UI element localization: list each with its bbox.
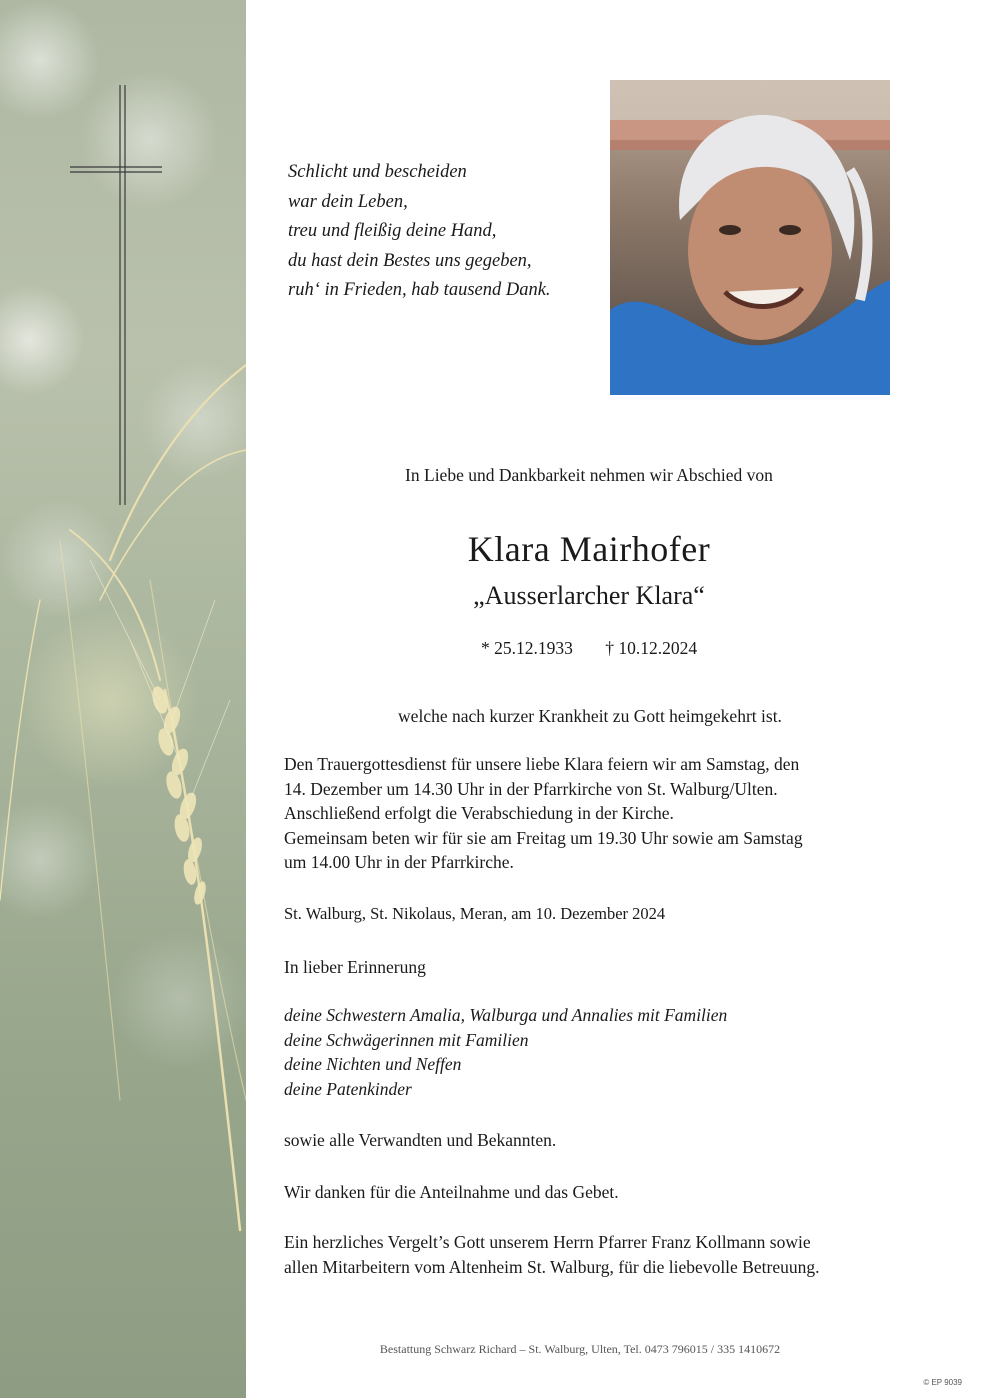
birth-date: * 25.12.1933 (480, 638, 573, 658)
life-dates (290, 638, 888, 659)
gratitude-text (284, 1230, 896, 1279)
thanks-text: Wir danken für die Anteilnahme und das Gebet. (284, 1182, 619, 1202)
poem-line: treu und fleißig deine Hand, (288, 221, 497, 241)
mourner-line: deine Nichten und Neffen (284, 1054, 462, 1074)
poem-line: du hast dein Bestes uns gegeben, (288, 250, 532, 271)
poem-line: war dein Leben, (288, 191, 408, 212)
memorial-poem (288, 158, 608, 306)
memory-heading: In lieber Erinnerung (284, 957, 426, 977)
death-date: † 10.12.2024 (605, 638, 698, 658)
wheat-illustration (0, 0, 246, 1398)
mourner-line: deine Schwestern Amalia, Walburga und Annalies mit Familien (284, 1005, 728, 1025)
deceased-nickname: „Ausserlarcher Klara“ (473, 581, 705, 610)
mourner-line: deine Schwägerinnen mit Familien (284, 1029, 529, 1050)
gratitude-line: Ein herzliches Vergelt’s Gott unserem Herrn Pfarrer Franz Kollmann sowie (284, 1232, 811, 1252)
service-line: Den Trauergottesdienst für unsere liebe Klara feiern wir am Samstag, den (284, 754, 800, 774)
funeral-home-footer: Bestattung Schwarz Richard – St. Walburg, Ulten, Tel. 0473 796015 / 335 1410672 (379, 1342, 781, 1356)
service-details (284, 752, 896, 875)
relatives-text: sowie alle Verwandten und Bekannten. (284, 1130, 557, 1150)
poem-line: ruh‘ in Frieden, hab tausend Dank. (288, 280, 551, 300)
template-code: © EP 9039 (923, 1378, 962, 1387)
service-line: Gemeinsam beten wir für sie am Freitag um 19.30 Uhr sowie am Samstag (284, 827, 803, 848)
service-line: um 14.00 Uhr in der Pfarrkirche. (284, 852, 514, 872)
returned-text: welche nach kurzer Krankheit zu Gott heimgekehrt ist. (398, 706, 782, 726)
decorative-sidebar (0, 0, 246, 1398)
cross-icon (70, 85, 162, 505)
deceased-name: Klara Mairhofer (467, 529, 711, 569)
mourner-line: deine Patenkinder (284, 1078, 412, 1099)
service-line: Anschließend erfolgt die Verabschiedung in der Kirche. (284, 803, 674, 823)
poem-line: Schlicht und bescheiden (288, 162, 467, 182)
mourners-list (284, 1003, 896, 1101)
intro-text: In Liebe und Dankbarkeit nehmen wir Abschied von (405, 465, 773, 485)
portrait-photo (610, 80, 890, 395)
service-line: 14. Dezember um 14.30 Uhr in der Pfarrkirche von St. Walburg/Ulten. (284, 778, 778, 799)
gratitude-line: allen Mitarbeitern vom Altenheim St. Walburg, für die liebevolle Betreuung. (284, 1256, 820, 1277)
place-date: St. Walburg, St. Nikolaus, Meran, am 10. Dezember 2024 (284, 904, 666, 923)
